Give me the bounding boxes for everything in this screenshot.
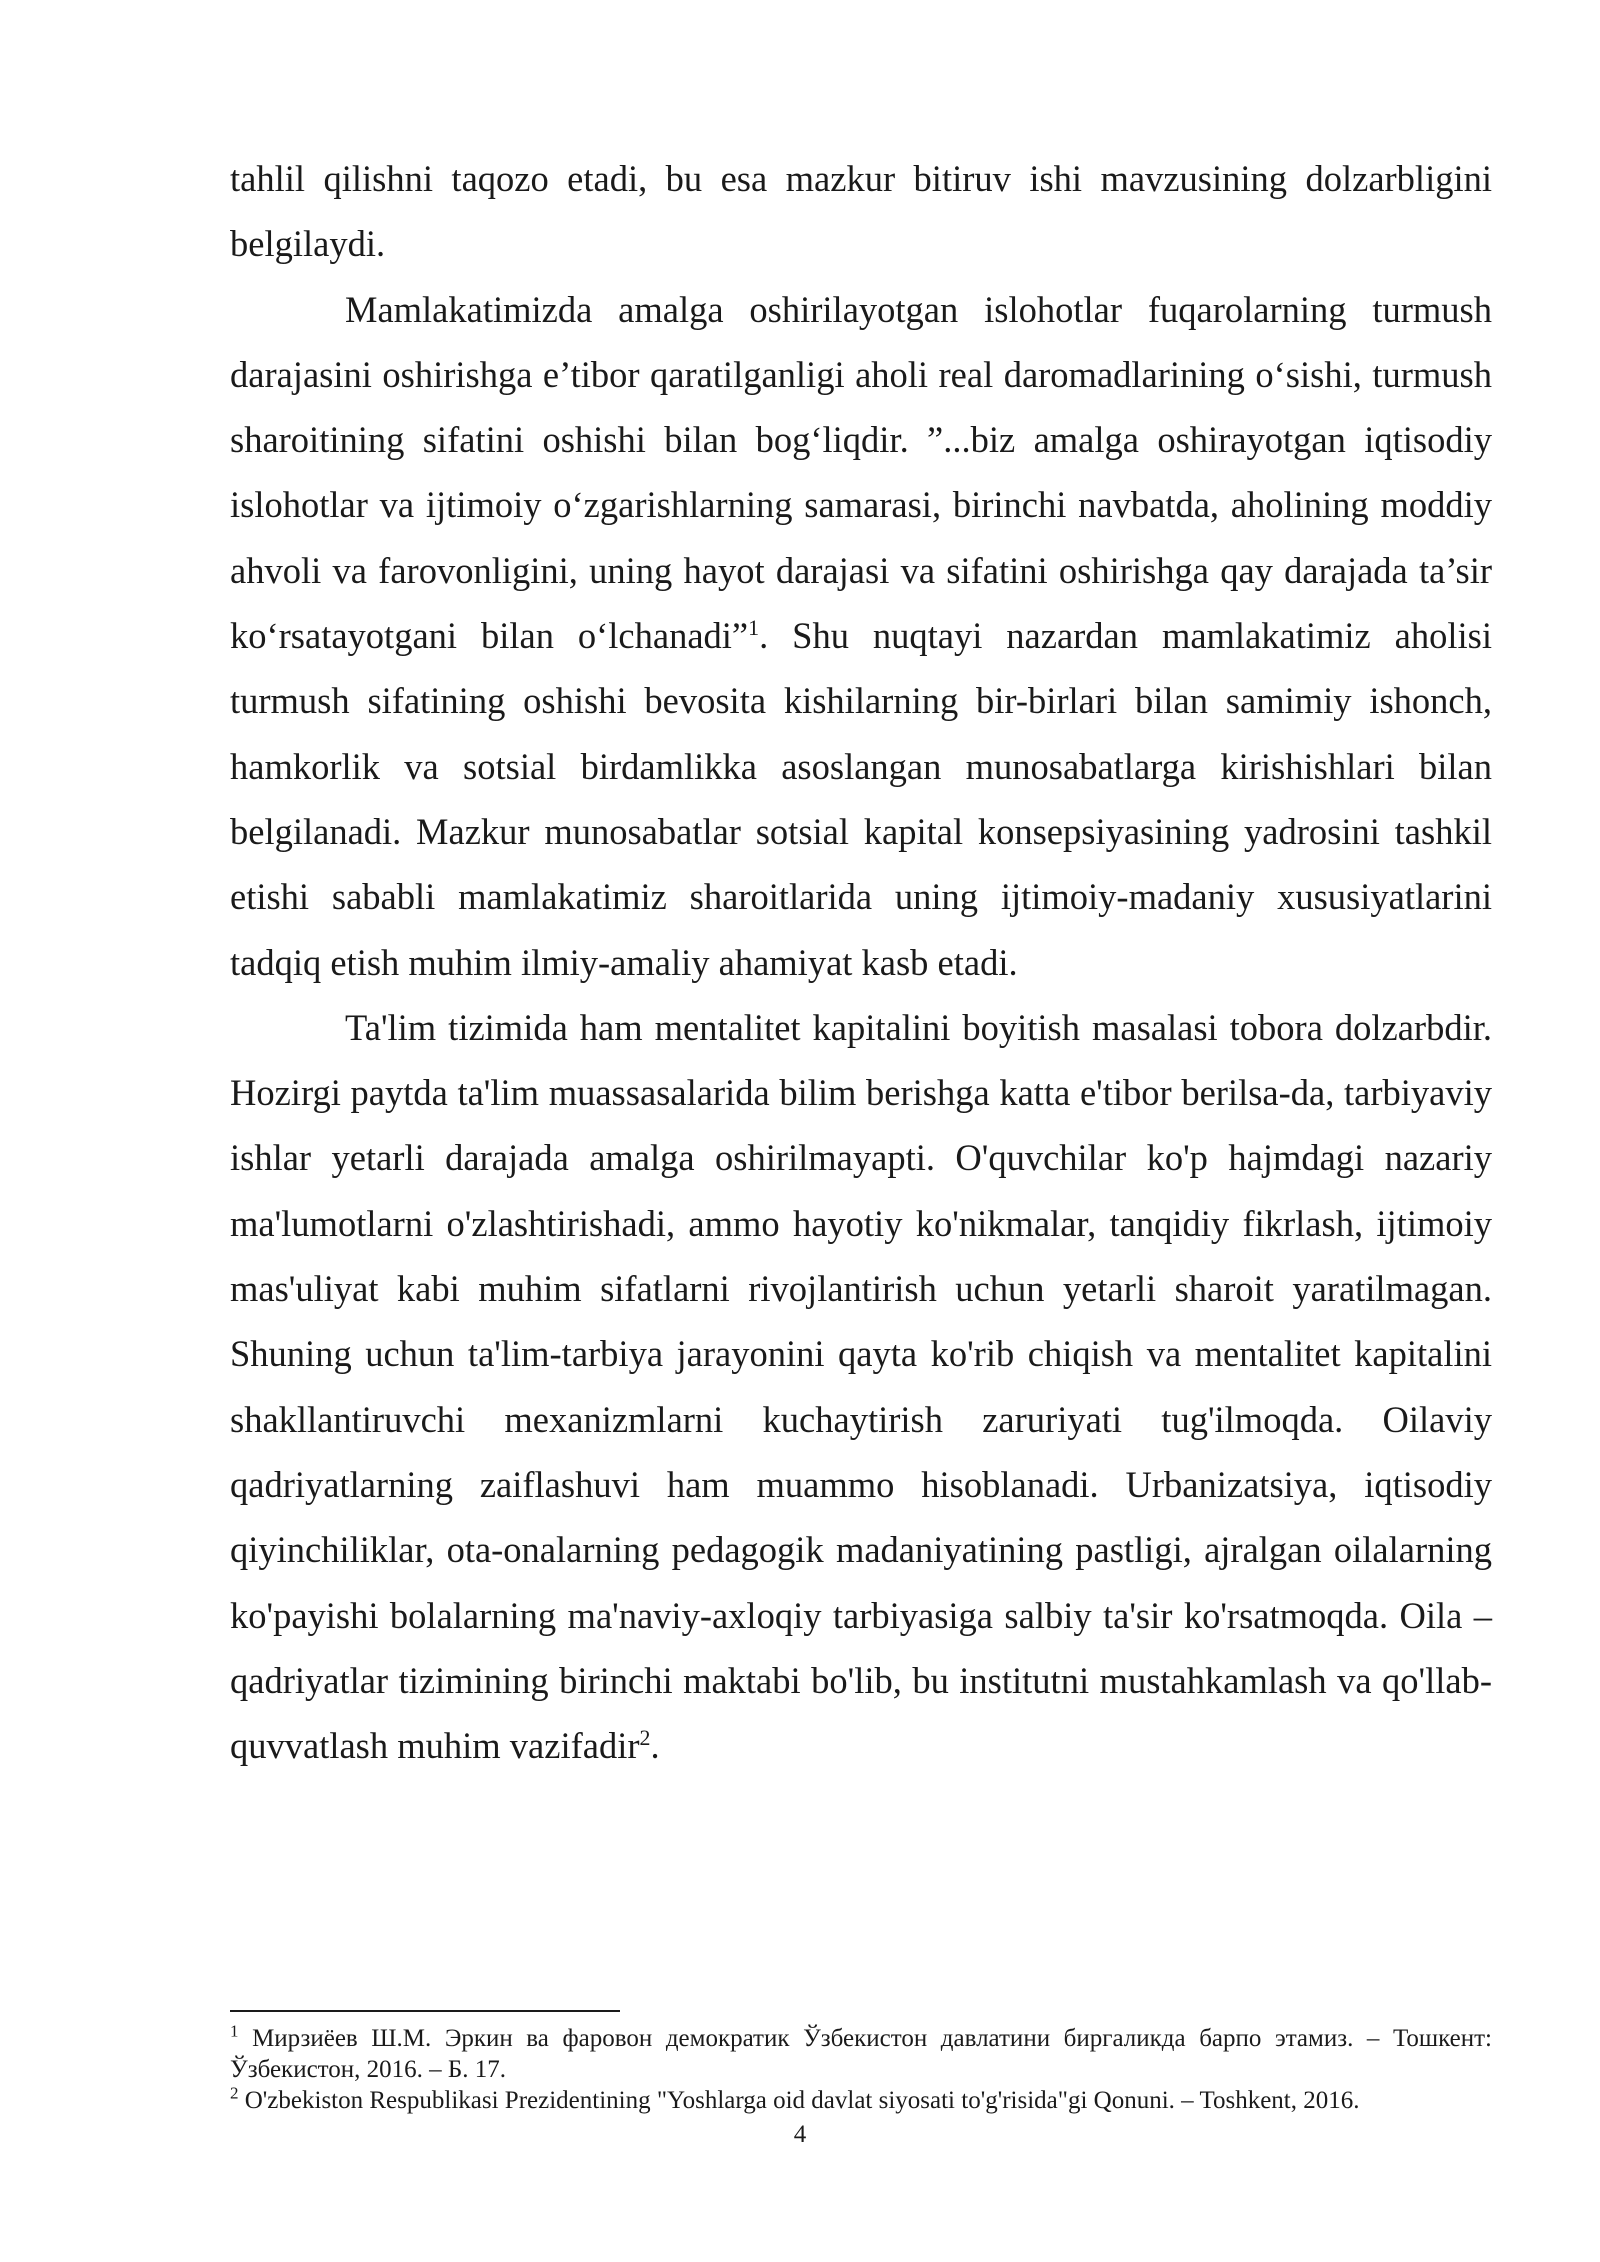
paragraph-1 xyxy=(230,146,1492,277)
footnote-1-marker: 1 xyxy=(230,2021,239,2041)
footnote-2-text: O'zbekiston Respublikasi Prezidentining "Yoshlarga oid davlat siyosati to'g'risida"gi Qonuni. – Toshkent, 2016. xyxy=(238,2087,1360,2114)
footnote-ref-2[interactable]: 2 xyxy=(639,1724,651,1750)
paragraph-3-text-b: . xyxy=(650,1725,660,1767)
footnote-2 xyxy=(230,2085,1492,2116)
page-number: 4 xyxy=(793,2121,807,2148)
footnote-2-marker: 2 xyxy=(230,2083,239,2103)
footnotes xyxy=(230,2023,1492,2116)
paragraph-3 xyxy=(230,995,1492,1779)
footnote-1 xyxy=(230,2023,1492,2085)
paragraph-2-text-a: Mamlakatimizda amalga oshirilayotgan islohotlar fuqarolarning turmush darajasini oshirishga e’tibor qaratilganligi aholi real daromadlarining o‘sishi, turmush sharoitining sifatini oshishi bilan bog‘liqdir. ”...biz amalga oshirayotgan iqtisodiy islohotlar va ijtimoiy o‘zgarishlarning samarasi, birinchi navbatda, aholining moddiy ahvoli va farovonligini, uning hayot darajasi va sifatini oshirishga qay darajada ta’sir ko‘rsatayotgani bilan o‘lchanadi” xyxy=(230,288,1492,657)
paragraph-3-text-a: Ta'lim tizimida ham mentalitet kapitalini boyitish masalasi tobora dolzarbdir. Hozirgi paytda ta'lim muassasalarida bilim berishga katta e'tibor berilsa-da, tarbiyaviy ishlar yetarli darajada amalga oshirilmayapti. O'quvchilar ko'p hajmdagi nazariy ma'lumotlarni o'zlashtirishadi, ammo hayotiy ko'nikmalar, tanqidiy fikrlash, ijtimoiy mas'uliyat kabi muhim sifatlarni rivojlantirish uchun yetarli sharoit yaratilmagan. Shuning uchun ta'lim-tarbiya jarayonini qayta ko'rib chiqish va mentalitet kapitalini shakllantiruvchi mexanizmlarni kuchaytirish zaruriyati tug'ilmoqda. Oilaviy qadriyatlarning zaiflashuvi ham muammo hisoblanadi. Urbanizatsiya, iqtisodiy qiyinchiliklar, ota-onalarning pedagogik madaniyatining pastligi, ajralgan oilalarning ko'payishi bolalarning ma'naviy-axloqiy tarbiyasiga salbiy ta'sir ko'rsatmoqda. Oila – qadriyatlar tizimining birinchi maktabi bo'lib, bu institutni mustahkamlash va qo'llab-quvvatlash muhim vazifadir xyxy=(230,1006,1492,1767)
paragraph-2 xyxy=(230,277,1492,995)
paragraph-1-text: tahlil qilishni taqozo etadi, bu esa mazkur bitiruv ishi mavzusining dolzarbligini belgilaydi. xyxy=(230,158,1492,265)
footnote-separator xyxy=(230,2010,620,2012)
footnote-1-text: Мирзиёев Ш.М. Эркин ва фаровон демократик Ўзбекистон давлатини биргаликда барпо этамиз. – Тошкент: Ўзбекистон, 2016. – Б. 17. xyxy=(230,2025,1492,2083)
body-text xyxy=(230,146,1492,1778)
footnote-ref-1[interactable]: 1 xyxy=(748,614,760,640)
paragraph-2-text-b: . Shu nuqtayi nazardan mamlakatimiz aholisi turmush sifatining oshishi bevosita kishilarning bir-birlari bilan samimiy ishonch, hamkorlik va sotsial birdamlikka asoslangan munosabatlarga kirishishlari bilan belgilanadi. Mazkur munosabatlar sotsial kapital konsepsiyasining yadrosini tashkil etishi sababli mamlakatimiz sharoitlarida uning ijtimoiy-madaniy xususiyatlarini tadqiq etish muhim ilmiy-amaliy ahamiyat kasb etadi. xyxy=(230,615,1492,983)
